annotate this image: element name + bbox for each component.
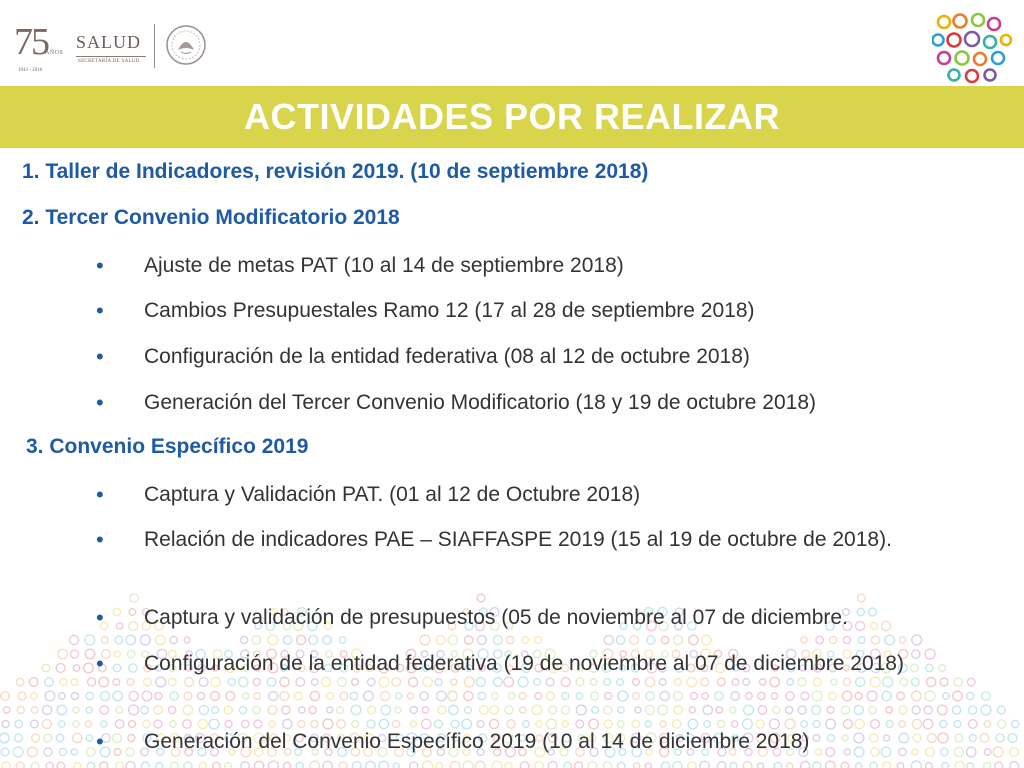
salud-logo [76,22,150,74]
section-heading-3: 3. Convenio Específico 2019 [26,435,309,458]
list-item-text: Captura y Validación PAT. (01 al 12 de Octubre 2018) [144,483,641,506]
logo-rule [76,56,146,57]
list-item-text: Configuración de la entidad federativa (08 al 12 de octubre 2018) [144,345,750,368]
list-item-text: Captura y validación de presupuestos (05 de noviembre al 07 de diciembre. [144,606,848,629]
activities-content [0,150,1024,768]
list-item [96,602,1002,633]
bullet-icon: • [96,390,104,415]
list-item [96,250,1002,281]
title-band [0,86,1024,148]
logo-salud-text: SALUD [76,32,142,52]
list-item [96,648,1002,679]
slide-header [0,0,1024,86]
list-item [96,341,1002,372]
decorative-rings-icon [932,12,1012,86]
bullet-icon: • [96,344,104,369]
slide-title: ACTIVIDADES POR REALIZAR [243,96,781,137]
bullet-icon: • [96,298,104,323]
bullet-icon: • [96,527,104,552]
bullet-icon: • [96,605,104,630]
list-item-text: Relación de indicadores PAE – SIAFFASPE 2019 (15 al 19 de octubre de 2018). [144,528,892,551]
list-item [96,387,1002,418]
salud-logo-group [14,22,207,74]
logo-years: 1943 - 2018 [18,68,43,73]
bullet-icon: • [96,253,104,278]
bullet-icon: • [96,729,104,754]
bullet-icon: • [96,482,104,507]
list-item-text: Generación del Tercer Convenio Modificatorio (18 y 19 de octubre 2018) [144,391,816,414]
list-item [96,726,1002,757]
logo-number: 75 [14,21,48,63]
logo-divider [154,24,155,68]
list-item-text: Generación del Convenio Específico 2019 (10 al 14 de diciembre 2018) [144,730,810,753]
list-item-text: Cambios Presupuestales Ramo 12 (17 al 28 de septiembre 2018) [144,299,755,322]
75-anos-logo [14,22,68,74]
list-item-text: Ajuste de metas PAT (10 al 14 de septiembre 2018) [144,254,624,277]
logo-anos: AÑOS [45,50,64,56]
list-item [96,479,1002,510]
logo-secretaria-text: SECRETARÍA DE SALUD [78,59,140,64]
list-item [96,524,1002,555]
list-item-text: Configuración de la entidad federativa (19 de noviembre al 07 de diciembre 2018) [144,652,904,675]
section-heading-2: 2. Tercer Convenio Modificatorio 2018 [22,206,400,229]
bullet-icon: • [96,651,104,676]
section-heading-1: 1. Taller de Indicadores, revisión 2019. (10 de septiembre 2018) [22,160,649,183]
list-item [96,295,1002,326]
mexico-seal-icon [165,24,207,66]
